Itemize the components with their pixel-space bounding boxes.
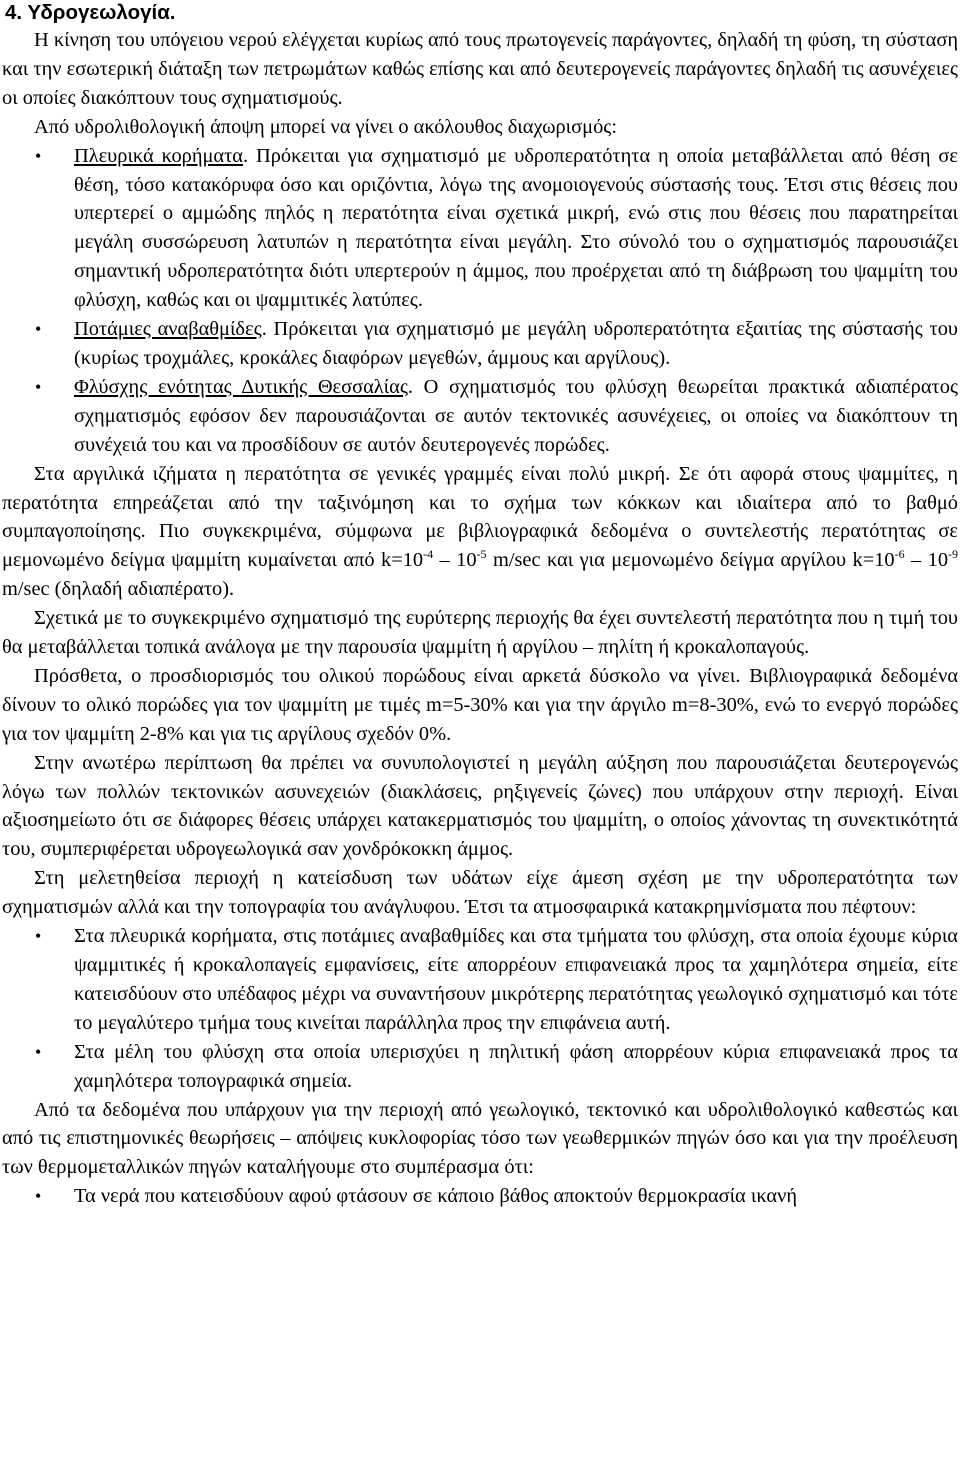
hydrolithology-list: [2, 142, 958, 460]
item-text: . Ο σχηματισμός του φλύσχη θεωρείται πρακτικά αδιαπέρατος σχηματισμός εφόσον δεν παρουσιάζονται σε αυτόν τεκτονικές ασυνέχειες, οι οποίες να διακόπτουν τη συνέχειά του και να προσδίδουν σε αυτόν δευτερογενές πορώδες.: [74, 375, 958, 456]
text-run: – 10: [904, 549, 949, 572]
paragraph: Σχετικά με το συγκεκριμένο σχηματισμό της ευρύτερης περιοχής θα έχει συντελεστή περατότητα που η τιμή του θα μεταβάλλεται τοπικά ανάλογα με την παρουσία ψαμμίτη ή αργίλου – πηλίτη ή κροκαλοπαγούς.: [2, 607, 958, 659]
text-run: Στα αργιλικά ιζήματα η περατότητα σε γενικές γραμμές είναι πολύ μικρή. Σε ότι αφορά στους ψαμμίτες, η περατότητα επηρεάζεται από την ταξινόμηση και το σχήμα των κόκκων και ιδιαίτερα από το βαθμό συμπαγοποίησης. Πιο συγκεκριμένα, σύμφωνα με βιβλιογραφικά δεδομένα ο συντελεστής περατότητας σε μεμονωμένο δείγμα ψαμμίτη κυμαίνεται από k=10: [2, 462, 958, 572]
bullet-icon: •: [35, 926, 42, 947]
paragraph: Στην ανωτέρω περίπτωση θα πρέπει να συνυπολογιστεί η μεγάλη αύξηση που παρουσιάζεται δευτερογενώς λόγω των πολλών τεκτονικών ασυνεχειών (διακλάσεις, ρηξιγενείς ζώνες) που υπάρχουν στην περιοχή. Είναι αξιοσημείωτο ότι σε διάφορες θέσεις υπάρχει κατακερματισμός του ψαμμίτη, ο οποίος χάνοντας τη συνεκτικότητά του, συμπεριφέρεται υδρογεωλογικά σαν χονδρόκοκκη άμμος.: [2, 751, 958, 861]
item-text: Στα πλευρικά κορήματα, στις ποτάμιες αναβαθμίδες και στα τμήματα του φλύσχη, στα οποία έχουμε κύρια ψαμμιτικές ή κροκαλοπαγείς εμφανίσεις, είτε απορρέουν επιφανειακά προς τα χαμηλότερα σημεία, είτε κατεισδύουν στο υπέδαφος μέχρι να συναντήσουν μικρότερης περατότητας γεωλογικό σχηματισμό και τότε το μεγαλύτερο τμήμα τους κινείται παράλληλα προς την επιφάνεια αυτή.: [74, 925, 958, 1034]
permeability-paragraph: [2, 460, 958, 605]
list-item: [2, 315, 958, 373]
text-run: – 10: [433, 549, 477, 572]
list-item: [2, 142, 958, 315]
bullet-icon: •: [35, 376, 42, 397]
item-text: . Πρόκειται για σχηματισμό με υδροπερατότητα η οποία μεταβάλλεται από θέση σε θέση, τόσο κατακόρυφα όσο και οριζόντια, λόγω της ανομοιογενούς σύστασής τους. Έτσι στις θέσεις που υπερτερεί ο αμμώδης πηλός η περατότητα είναι σχετικά μικρή, ενώ στις που θέσεις που παρατηρείται μεγάλη συσσώρευση λατυπών η περατότητα είναι μεγάλη. Στο σύνολό του ο σχηματισμός παρουσιάζει σημαντική υδροπερατότητα διότι υπερτερούν η άμμος, που προέρχεται από τη διάβρωση του ψαμμίτη του φλύσχη, καθώς και οι ψαμμιτικές λατύπες.: [74, 144, 958, 312]
exponent: -6: [894, 547, 905, 562]
list-item: [2, 1182, 958, 1211]
text-run: m/sec (δηλαδή αδιαπέρατο).: [2, 578, 235, 601]
intro-paragraph: Η κίνηση του υπόγειου νερού ελέγχεται κυρίως από τους πρωτογενείς παράγοντες, δηλαδή τη φύση, τη σύσταση και την εσωτερική διάταξη των πετρωμάτων καθώς επίσης και από δευτερογενείς παράγοντες δηλαδή τις ασυνέχειες οι οποίες διακόπτουν τους σχηματισμούς.: [2, 29, 958, 109]
exponent: -5: [476, 547, 487, 562]
text-run: m/sec και για μεμονωμένο δείγμα αργίλου k=10: [486, 549, 895, 572]
exponent: -9: [948, 547, 959, 562]
item-term: Πλευρικά κορήματα: [74, 144, 243, 167]
bullet-icon: •: [35, 1186, 42, 1207]
item-term: Ποτάμιες αναβαθμίδες: [74, 318, 262, 341]
exponent: -4: [423, 547, 434, 562]
bullet-icon: •: [35, 319, 42, 340]
list-item: [2, 1038, 958, 1096]
item-text: Τα νερά που κατεισδύουν αφού φτάσουν σε κάποιο βάθος αποκτούν θερμοκρασία ικανή: [74, 1185, 797, 1208]
classification-intro: Από υδρολιθολογική άποψη μπορεί να γίνει ο ακόλουθος διαχωρισμός:: [34, 115, 618, 138]
item-text: Στα μέλη του φλύσχη στα οποία υπερισχύει η πηλιτική φάση απορρέουν κύρια επιφανειακά προς τα χαμηλότερα τοπογραφικά σημεία.: [74, 1040, 958, 1092]
paragraph: Στη μελετηθείσα περιοχή η κατείσδυση των υδάτων είχε άμεση σχέση με την υδροπερατότητα των σχηματισμών αλλά και την τοπογραφία του ανάγλυφου. Έτσι τα ατμοσφαιρικά κατακρημνίσματα που πέφτουν:: [2, 867, 958, 919]
conclusion-list: [2, 1182, 958, 1211]
precipitation-list: [2, 922, 958, 1095]
bullet-icon: •: [35, 145, 42, 166]
list-item: [2, 373, 958, 460]
item-term: Φλύσχης ενότητας Δυτικής Θεσσαλίας: [74, 375, 408, 398]
conclusion-paragraph: Από τα δεδομένα που υπάρχουν για την περιοχή από γεωλογικό, τεκτονικό και υδρολιθολογικό καθεστώς και από τις επιστημονικές θεωρήσεις – απόψεις κυκλοφορίας τόσο των γεωθερμικών πηγών όσο και για την προέλευση των θερμομεταλλικών πηγών καταλήγουμε στο συμπέρασμα ότι:: [2, 1098, 958, 1179]
item-text: . Πρόκειται για σχηματισμό με μεγάλη υδροπερατότητα εξαιτίας της σύστασής του (κυρίως τροχμάλες, κροκάλες διαφόρων μεγεθών, άμμους και αργίλους).: [74, 318, 958, 369]
section-heading: 4. Υδρογεωλογία.: [5, 1, 176, 24]
bullet-icon: •: [35, 1041, 42, 1062]
paragraph: Πρόσθετα, ο προσδιορισμός του ολικού πορώδους είναι αρκετά δύσκολο να γίνει. Βιβλιογραφικά δεδομένα δίνουν το ολικό πορώδες για τον ψαμμίτη με τιμές m=5-30% και για την άργιλο m=8-30%, ενώ το ενεργό πορώδες για τον ψαμμίτη 2-8% και για τις αργίλους σχεδόν 0%.: [2, 664, 958, 745]
list-item: [2, 922, 958, 1038]
